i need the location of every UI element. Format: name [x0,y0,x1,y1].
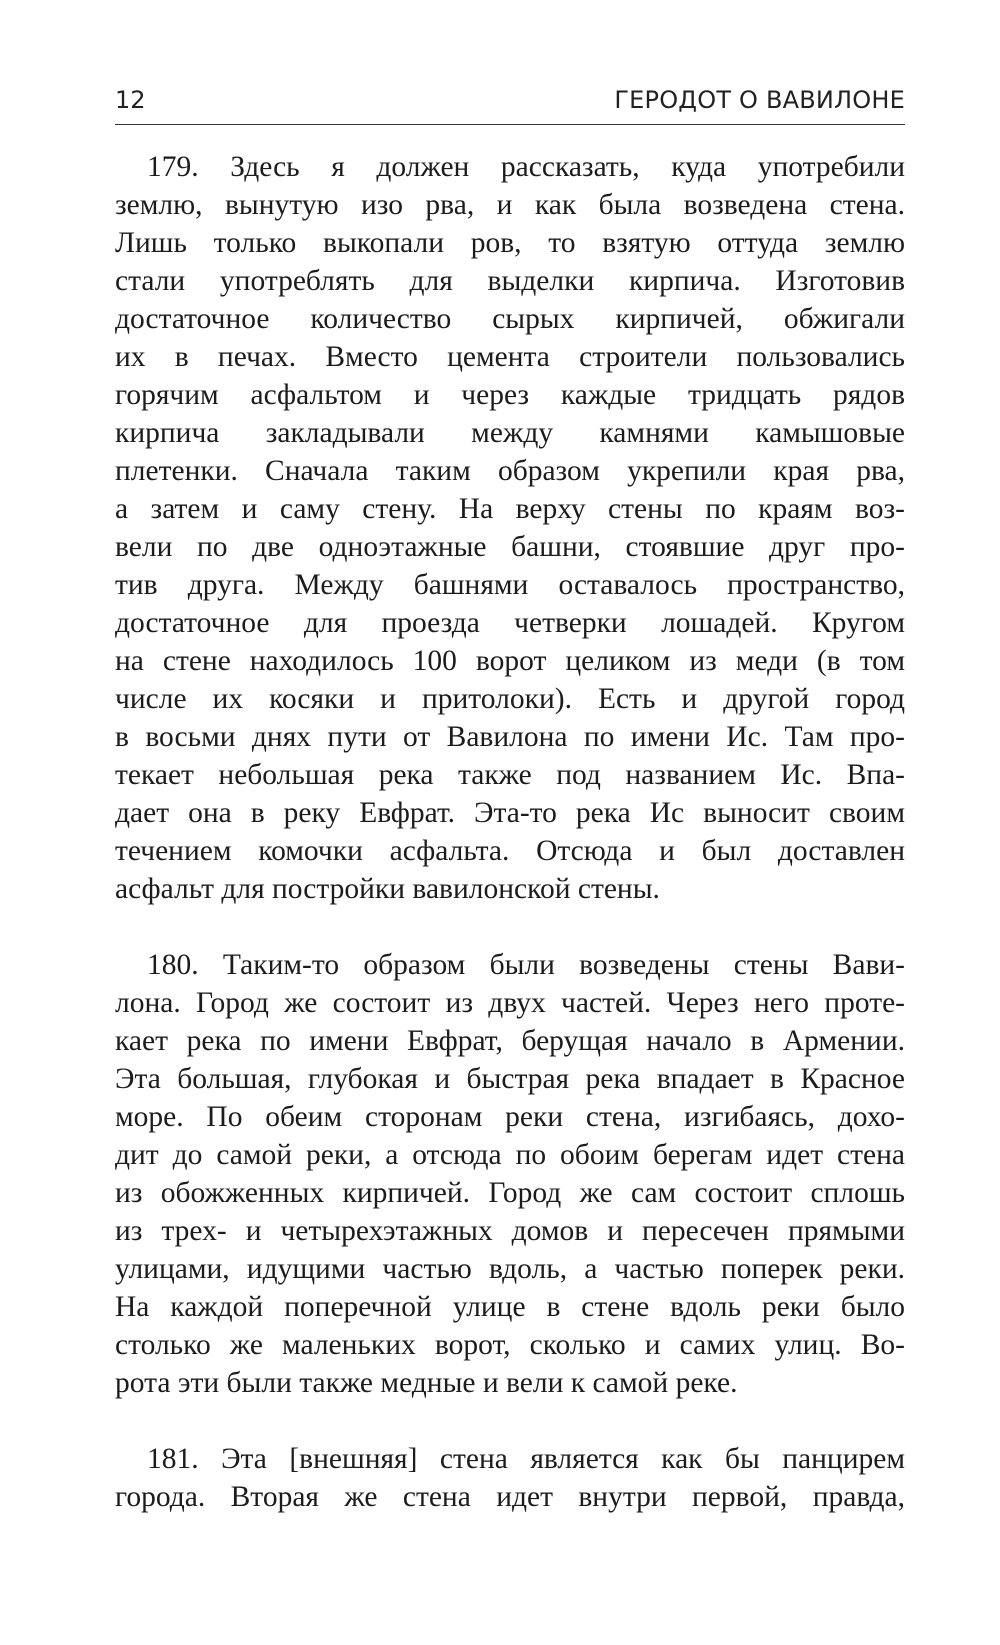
header-rule [115,124,905,125]
text-line: текает небольшая река также под названием Ис. Впа- [115,759,905,791]
paragraph-gap [115,908,905,946]
text-line: течением комочки асфальта. Отсюда и был доставлен [115,835,905,867]
text-line: 180. Таким-то образом были возведены стены Вави- [147,949,905,981]
text-line: достаточное количество сырых кирпичей, обжигали [115,303,905,335]
text-line: асфальт для постройки вавилонской стены. [115,873,660,905]
text-line: улицами, идущими частью вдоль, а частью поперек реки. [115,1253,905,1285]
page-number: 12 [115,86,146,114]
text-line: города. Вторая же стена идет внутри первой, правда, [115,1481,905,1513]
text-line: землю, вынутую изо рва, и как была возведена стена. [115,189,905,221]
text-line: горячим асфальтом и через каждые тридцать рядов [115,379,905,411]
text-line: На каждой поперечной улице в стене вдоль реки было [115,1291,905,1323]
text-line: а затем и саму стену. На верху стены по краям воз- [115,493,905,525]
text-line: дит до самой реки, а отсюда по обоим берегам идет стена [115,1139,905,1171]
paragraph-179 [115,148,905,908]
text-line: в восьми днях пути от Вавилона по имени Ис. Там про- [115,721,905,753]
text-line: лона. Город же состоит из двух частей. Через него проте- [115,987,905,1019]
text-line: тив друга. Между башнями оставалось пространство, [115,569,905,601]
paragraph-181 [115,1440,905,1516]
paragraph-gap [115,1402,905,1440]
text-line: 181. Эта [внешняя] стена является как бы панцирем [147,1443,905,1475]
text-line: дает она в реку Евфрат. Эта-то река Ис выносит своим [115,797,905,829]
text-line: вели по две одноэтажные башни, стоявшие друг про- [115,531,905,563]
text-line: их в печах. Вместо цемента строители пользовались [115,341,905,373]
text-line: море. По обеим сторонам реки стена, изгибаясь, дохо- [115,1101,905,1133]
text-line: достаточное для проезда четверки лошадей. Кругом [115,607,905,639]
text-line: числе их косяки и притолоки). Есть и другой город [115,683,905,715]
text-line: кирпича закладывали между камнями камышовые [115,417,905,449]
text-line: кает река по имени Евфрат, берущая начало в Армении. [115,1025,905,1057]
text-line: из трех- и четырехэтажных домов и пересечен прямыми [115,1215,905,1247]
running-header [115,80,905,122]
text-line: рота эти были также медные и вели к самой реке. [115,1367,738,1399]
text-line: 179. Здесь я должен рассказать, куда употребили [147,151,905,183]
text-line: столько же маленьких ворот, сколько и самих улиц. Во- [115,1329,905,1361]
text-line: плетенки. Сначала таким образом укрепили края рва, [115,455,905,487]
text-line: стали употреблять для выделки кирпича. Изготовив [115,265,905,297]
text-line: Эта большая, глубокая и быстрая река впадает в Красное [115,1063,905,1095]
paragraph-180 [115,946,905,1402]
text-line: из обожженных кирпичей. Город же сам состоит сплошь [115,1177,905,1209]
text-line: Лишь только выкопали ров, то взятую оттуда землю [115,227,905,259]
text-line: на стене находилось 100 ворот целиком из меди (в том [115,645,905,677]
running-title: ГЕРОДОТ О ВАВИЛОНЕ [614,86,905,114]
body-text [115,148,905,1516]
